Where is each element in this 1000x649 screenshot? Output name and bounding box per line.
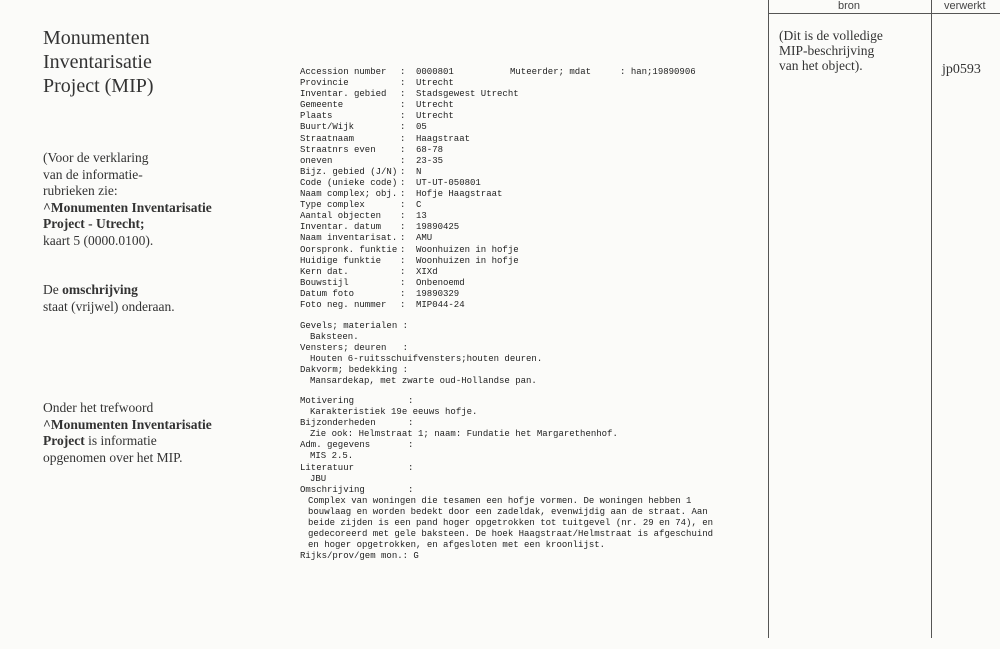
adm-value: MIS 2.5.: [310, 451, 354, 462]
record-row: Naam complex; obj. : Hofje Haagstraat: [300, 189, 503, 200]
material-section: [300, 321, 760, 388]
left-column: [43, 26, 243, 465]
gevels-value: Baksteen.: [310, 332, 359, 343]
rijks-label: Rijks/prov/gem mon.: G: [300, 551, 419, 562]
record-row: Kern dat. : XIXd: [300, 266, 438, 277]
motivering-label: Motivering :: [300, 396, 414, 406]
gevels-label: Gevels; materialen :: [300, 321, 409, 331]
bijzonderheden-value: Zie ook: Helmstraat 1; naam: Fundatie het Margarethenhof.: [310, 429, 618, 440]
omschrijving-line: gedecoreerd met gele baksteen. De hoek Haagstraat/Helmstraat is afgeschuind: [308, 529, 714, 540]
bron-header: bron: [838, 0, 861, 12]
bron-text: (Dit is de volledige MIP-beschrijving van het object).: [779, 28, 883, 73]
panel-divider: [931, 0, 932, 638]
record-row: Bouwstijl : Onbenoemd: [300, 277, 465, 288]
panel-header-rule: [768, 13, 1000, 14]
adm-label: Adm. gegevens :: [300, 440, 414, 451]
record-row: Inventar. gebied : Stadsgewest Utrecht: [300, 89, 519, 100]
record-row: Type complex : C: [300, 200, 422, 211]
record-row: Buurt/Wijk : 05: [300, 122, 427, 133]
record-row: Gemeente : Utrecht: [300, 100, 454, 111]
record-row: Datum foto : 19890329: [300, 288, 460, 299]
record-row: Naam inventarisat. : AMU: [300, 233, 433, 244]
explanation-note: (Voor de verklaring van de informatie- rubrieken zie: ^Monumenten Inventarisatie Project - Utrecht; kaart 5 (0000.0100).: [43, 150, 212, 248]
keyword-link[interactable]: ^Monumenten Inventarisatie: [43, 416, 212, 432]
literatuur-value: JBU: [310, 473, 327, 484]
omschrijving-label: Omschrijving :: [300, 484, 414, 495]
bijzonderheden-label: Bijzonderheden :: [300, 418, 414, 429]
verwerkt-value: jp0593: [942, 62, 981, 77]
omschrijving-line: Complex van woningen die tesamen een hofje vormen. De woningen hebben 1: [308, 495, 692, 506]
omschrijving-line: beide zijden is een pand hoger opgetrokken tot tuitgevel (nr. 29 en 74), en: [308, 518, 714, 529]
dakvorm-value: Mansardekap, met zwarte oud-Hollandse pan.: [310, 376, 537, 387]
vensters-value: Houten 6-ruitsschuifvensters;houten deuren.: [310, 354, 543, 365]
record-row: Aantal objecten : 13: [300, 211, 427, 222]
record-row: Bijz. gebied (J/N) : N: [300, 166, 422, 177]
record-row: Accession number : 0000801 Muteerder; mdat : han;19890906: [300, 67, 696, 77]
omschrijving-line: en hoger opgetrokken, en afgesloten met een kroonlijst.: [308, 540, 606, 551]
dakvorm-label: Dakvorm; bedekking :: [300, 365, 409, 376]
literatuur-label: Literatuur :: [300, 462, 414, 473]
vensters-label: Vensters; deuren :: [300, 343, 409, 354]
reference-link[interactable]: ^Monumenten Inventarisatie: [43, 199, 212, 215]
mutator-value: : han;19890906: [620, 67, 696, 77]
mutator-label: Muteerder; mdat: [510, 67, 592, 77]
keyword-note: Onder het trefwoord ^Monumenten Inventarisatie Project is informatie opgenomen over het MIP.: [43, 400, 212, 465]
record-row: Oorspronk. funktie : Woonhuizen in hofje: [300, 244, 519, 255]
verwerkt-header: verwerkt: [944, 0, 986, 12]
record-row: oneven : 23-35: [300, 155, 444, 166]
record-row: Foto neg. nummer : MIP044-24: [300, 299, 465, 310]
record-row: Huidige funktie : Woonhuizen in hofje: [300, 255, 519, 266]
panel-divider: [768, 0, 769, 638]
omschrijving-line: bouwlaag en worden bedekt door een zadeldak, evenwijdig aan de straat. Aan: [308, 506, 708, 517]
description-note: De omschrijving staat (vrijwel) onderaan.: [43, 282, 175, 314]
record-row: Straatnaam : Haagstraat: [300, 133, 471, 144]
record-row: Inventar. datum : 19890425: [300, 222, 460, 233]
record-row: Straatnrs even : 68-78: [300, 144, 444, 155]
record-fields: [300, 67, 760, 311]
record-row: Plaats : Utrecht: [300, 111, 454, 122]
motivering-value: Karakteristiek 19e eeuws hofje.: [310, 407, 478, 418]
record-row: Provincie : Utrecht: [300, 78, 454, 89]
page-title: Monumenten Inventarisatie Project (MIP): [43, 27, 154, 97]
details-section: [300, 396, 760, 562]
record-row: Code (unieke code) : UT-UT-050801: [300, 177, 481, 188]
